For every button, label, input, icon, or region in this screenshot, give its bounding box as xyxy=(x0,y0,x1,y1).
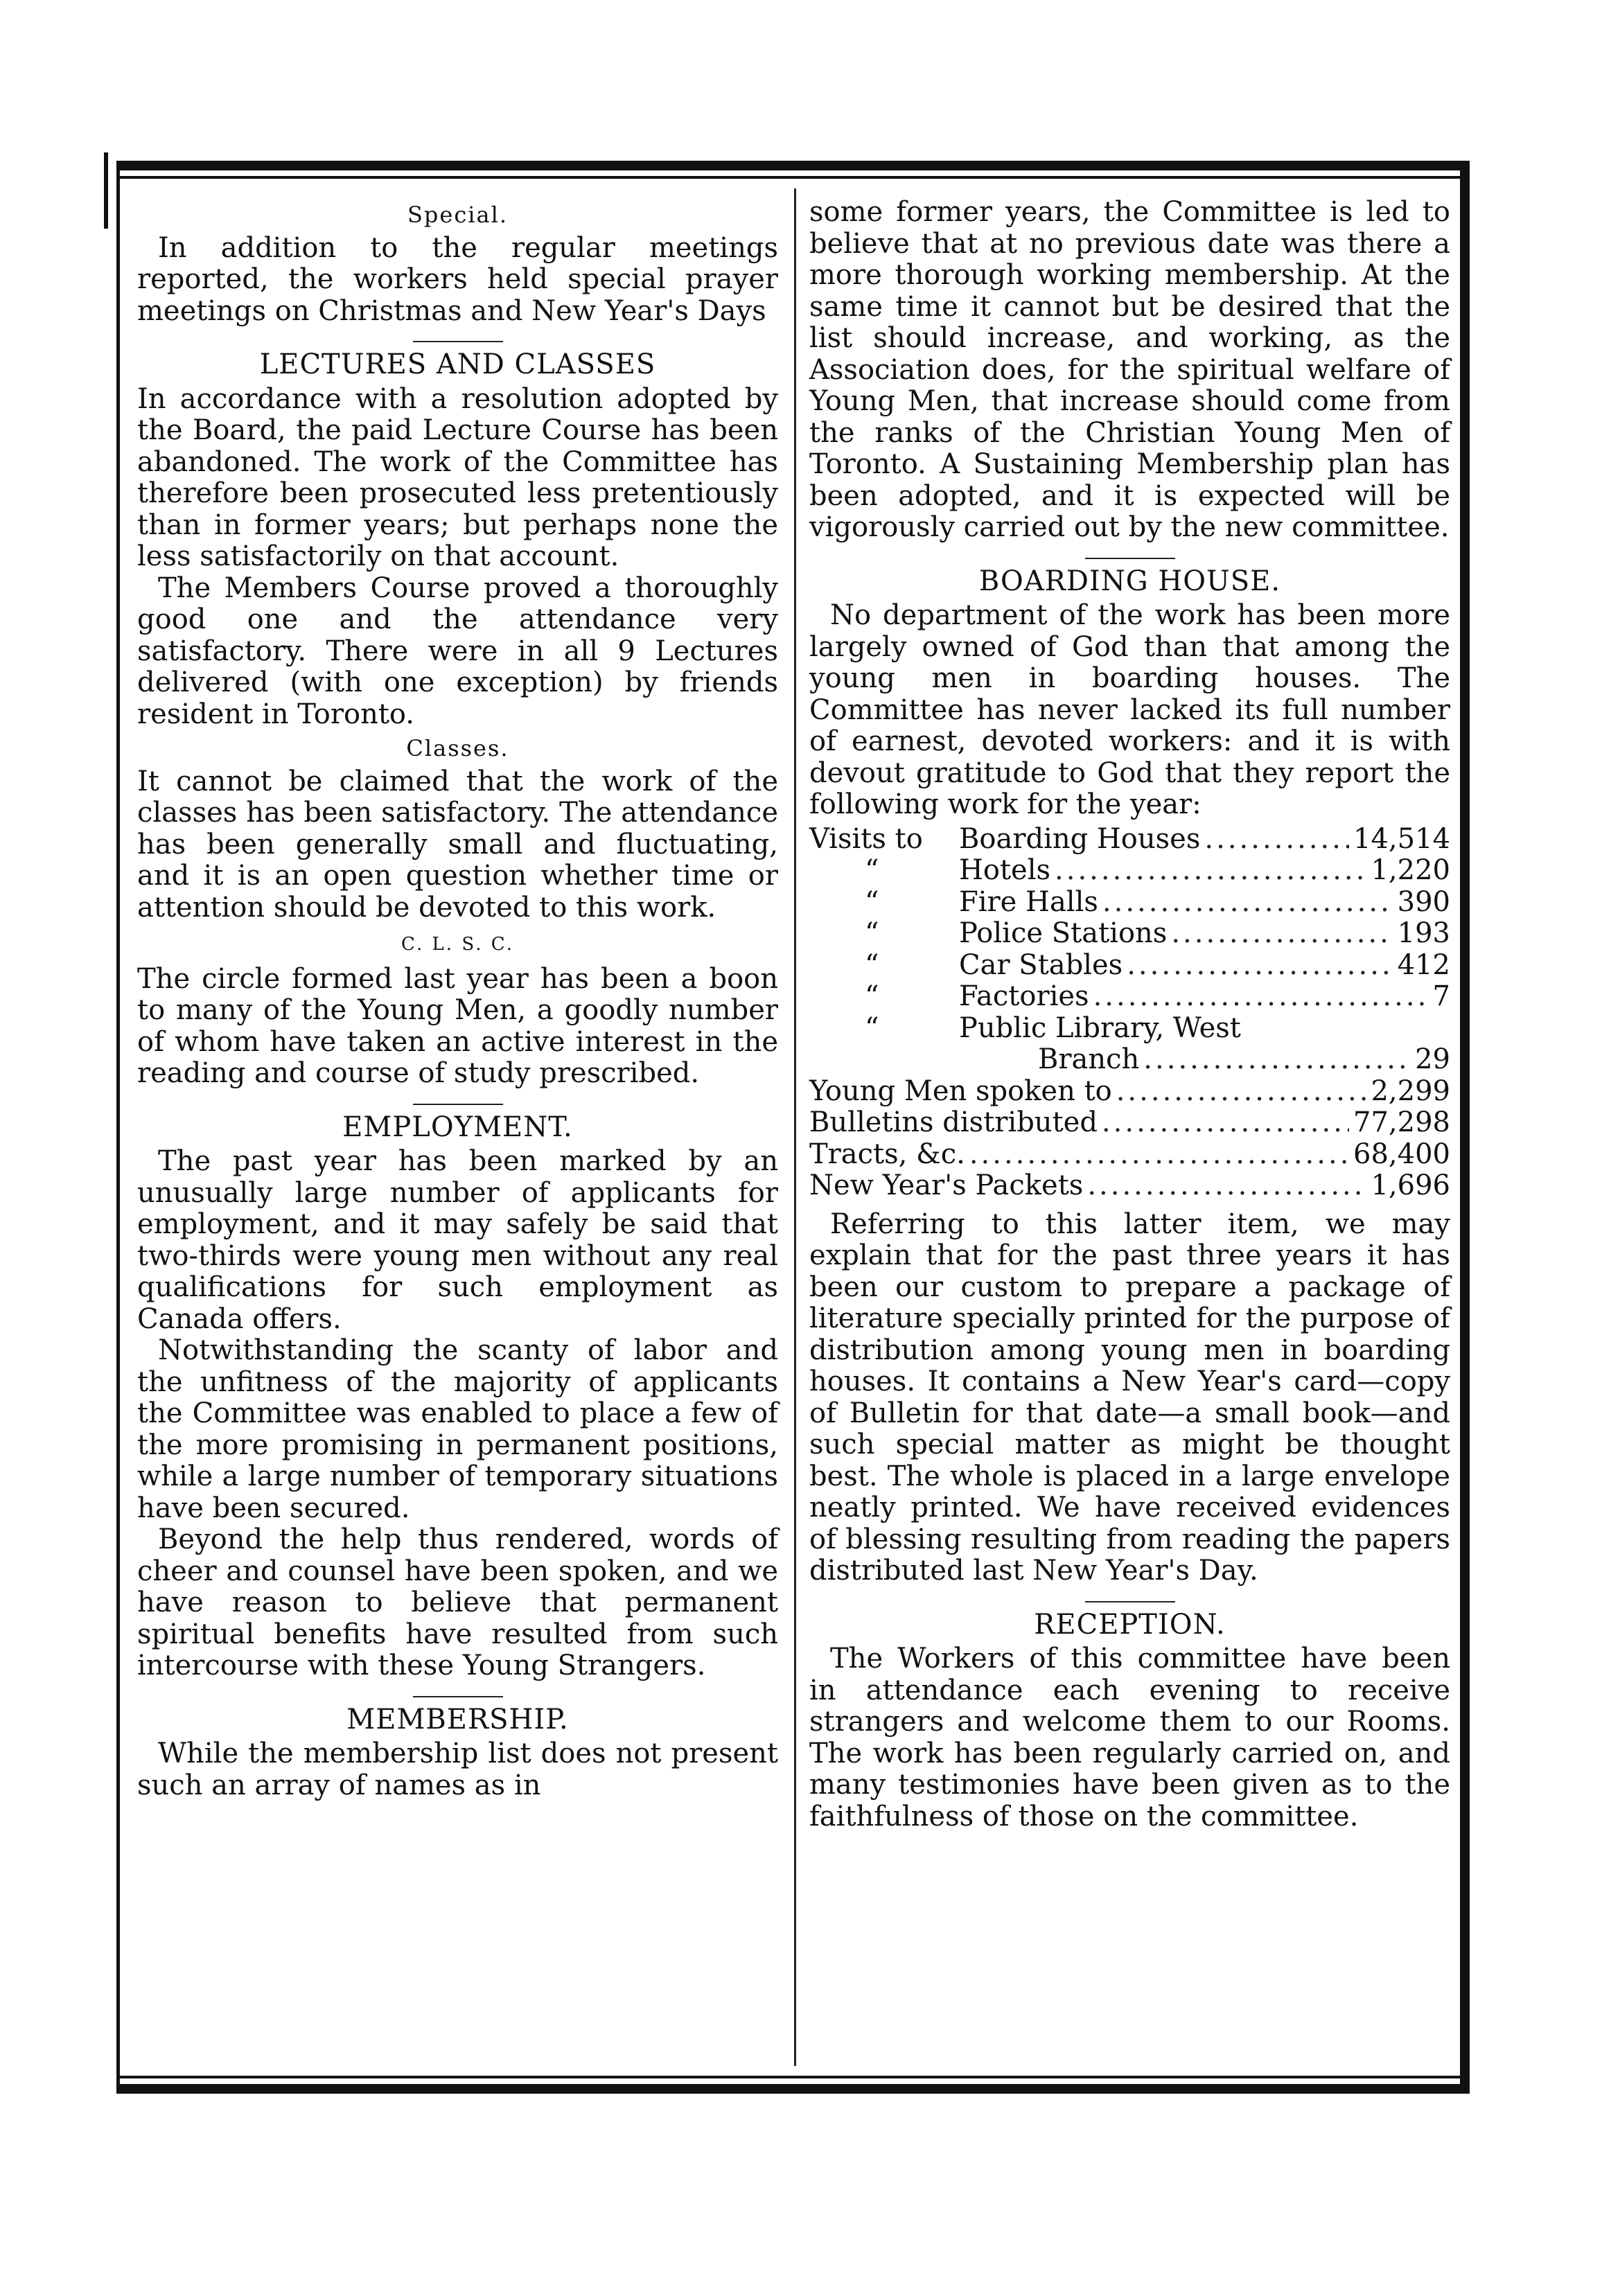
section-rule xyxy=(1085,1601,1175,1602)
table-row xyxy=(809,950,1450,982)
row-value: 1,696 xyxy=(1371,1169,1450,1201)
table-row xyxy=(809,1044,1450,1076)
right-border xyxy=(1460,161,1470,2094)
boarding-paragraph-2: Referring to this latter item, we may explain that for the past three years it has been our custom to prepare a package of literature specially printed for the purpose of distribution among young men in boarding houses. It contains a New Year's card—copy of Bulletin for that date—a small book—and such special matter as might be thought best. The whole is placed in a large envelope neatly printed. We have received evidences of blessing resulting from reading the papers distributed last New Year's Day. xyxy=(809,1208,1450,1587)
row-value: 7 xyxy=(1432,980,1450,1012)
boarding-heading: BOARDING HOUSE. xyxy=(978,565,1281,597)
page-edge-mark xyxy=(104,152,108,229)
row-label: Hotels xyxy=(959,854,1051,886)
membership-paragraph: While the membership list does not present such an array of names as in xyxy=(137,1738,778,1801)
table-row xyxy=(809,918,1450,950)
special-paragraph: In addition to the regular meetings reported, the workers held special prayer meetings on Christmas and New Year's Days xyxy=(137,231,778,327)
clsc-heading: C. L. S. C. xyxy=(401,934,514,955)
row-label: Bulletins distributed xyxy=(809,1106,1098,1138)
row-label: Fire Halls xyxy=(959,885,1098,918)
membership-continued: some former years, the Committee is led to believe that at no previous date was there a more thorough working membership. At the same time it cannot but be desired that the list should increase, and working, as the Association does, for the spiritual welfare of Young Men, that increase should come from the ranks of the Christian Young Men of Toronto. A Sustaining Membership plan has been adopted, and it is expected will be vigorously carried out by the new committee. xyxy=(809,196,1450,543)
table-row xyxy=(809,855,1450,887)
row-label: Public Library, West xyxy=(959,1012,1241,1044)
leader-dots xyxy=(969,1139,1349,1171)
table-row xyxy=(809,1139,1450,1171)
table-row xyxy=(809,1013,1450,1045)
bottom-border-thin xyxy=(116,2076,1470,2078)
leader-dots xyxy=(1055,855,1366,887)
ditto-mark: “ xyxy=(865,854,879,886)
ditto-mark: “ xyxy=(865,948,879,981)
row-label: Young Men spoken to xyxy=(809,1075,1112,1107)
ditto-mark: “ xyxy=(865,885,879,918)
leader-dots xyxy=(1102,887,1393,919)
section-rule xyxy=(413,1696,503,1697)
leader-dots xyxy=(1127,950,1393,982)
table-row xyxy=(809,887,1450,919)
clsc-paragraph: The circle formed last year has been a boon to many of the Young Men, a goodly number of whom have taken an active interest in the reading and course of study prescribed. xyxy=(137,962,778,1089)
page-frame xyxy=(116,161,1470,2094)
leader-dots xyxy=(1171,918,1393,950)
row-value: 2,299 xyxy=(1371,1075,1450,1107)
employment-paragraph-3: Beyond the help thus rendered, words of cheer and counsel have been spoken, and we have reason to believe that permanent spiritual benefits have resulted from such intercourse with these Young Strangers. xyxy=(137,1524,778,1681)
leader-dots xyxy=(1204,824,1349,856)
column-divider xyxy=(794,188,796,2066)
section-rule xyxy=(1085,558,1175,559)
row-value: 68,400 xyxy=(1353,1138,1450,1170)
leader-dots xyxy=(1116,1076,1367,1108)
row-value: 390 xyxy=(1397,885,1450,918)
row-label: Police Stations xyxy=(959,917,1168,949)
row-label: New Year's Packets xyxy=(809,1169,1084,1201)
top-border-thin xyxy=(116,176,1470,179)
leader-dots xyxy=(1093,981,1429,1013)
reception-heading: RECEPTION. xyxy=(1034,1608,1226,1641)
bottom-border xyxy=(116,2084,1470,2094)
ditto-mark: “ xyxy=(865,917,879,949)
table-row xyxy=(809,981,1450,1013)
row-value: 77,298 xyxy=(1353,1106,1450,1138)
lectures-heading: LECTURES AND CLASSES xyxy=(259,348,656,380)
boarding-paragraph: No department of the work has been more largely owned of God than that among the young men in boarding houses. The Committee has never lacked its full number of earnest, devoted workers: and it is with devout gratitude to God that they report the following work for the year: xyxy=(809,599,1450,820)
leader-dots xyxy=(1102,1107,1349,1139)
classes-paragraph: It cannot be claimed that the work of the classes has been satisfactory. The attendance has been generally small and fluctuating, and it is an open question whether time or attention should be devoted to this work. xyxy=(137,765,778,924)
ditto-mark: “ xyxy=(865,1012,879,1044)
membership-heading: MEMBERSHIP. xyxy=(346,1703,569,1736)
row-value: 14,514 xyxy=(1353,822,1450,855)
section-rule xyxy=(413,1104,503,1105)
table-row xyxy=(809,1076,1450,1108)
leader-dots xyxy=(1143,1044,1411,1076)
row-label: Tracts, &c. xyxy=(809,1138,965,1170)
row-value: 412 xyxy=(1397,948,1450,981)
ditto-mark: “ xyxy=(865,980,879,1012)
left-column xyxy=(137,197,778,1801)
classes-heading: Classes. xyxy=(406,735,509,761)
left-border xyxy=(116,161,120,2094)
table-row xyxy=(809,1107,1450,1139)
right-column xyxy=(809,197,1450,1833)
employment-heading: EMPLOYMENT. xyxy=(342,1111,573,1143)
leader-dots xyxy=(1087,1170,1366,1202)
row-value: 1,220 xyxy=(1371,854,1450,886)
lectures-paragraph-2: The Members Course proved a thoroughly good one and the attendance very satisfactory. There were in all 9 Lectures delivered (with one exception) by friends resident in Toronto. xyxy=(137,572,778,730)
section-rule xyxy=(413,341,503,342)
table-row xyxy=(809,1170,1450,1202)
special-heading: Special. xyxy=(407,202,508,228)
table-row xyxy=(809,824,1450,856)
row-label: Car Stables xyxy=(959,948,1123,981)
top-border xyxy=(116,161,1470,170)
employment-paragraph-1: The past year has been marked by an unusually large number of applicants for employment, and it may safely be said that two-thirds were young men without any real qualifications for such employment as Canada offers. xyxy=(137,1145,778,1335)
visits-table xyxy=(809,824,1450,1202)
row-value: 29 xyxy=(1415,1043,1450,1075)
row-label: Factories xyxy=(959,980,1089,1012)
row-value: 193 xyxy=(1397,917,1450,949)
lectures-paragraph-1: In accordance with a resolution adopted by the Board, the paid Lecture Course has been abandoned. The work of the Committee has therefore been prosecuted less pretentiously than in former years; but perhaps none the less satisfactorily on that account. xyxy=(137,382,778,572)
employment-paragraph-2: Notwithstanding the scanty of labor and the unfitness of the majority of applicants the Committee was enabled to place a few of the more promising in permanent positions, while a large number of temporary situations have been secured. xyxy=(137,1334,778,1524)
reception-paragraph: The Workers of this committee have been in attendance each evening to receive strangers and welcome them to our Rooms. The work has been regularly carried on, and many testimonies have been given as to the faithfulness of those on the committee. xyxy=(809,1643,1450,1833)
row-label: Boarding Houses xyxy=(959,822,1201,855)
visits-prefix: Visits to xyxy=(809,822,923,855)
row-label: Branch xyxy=(1038,1043,1140,1075)
